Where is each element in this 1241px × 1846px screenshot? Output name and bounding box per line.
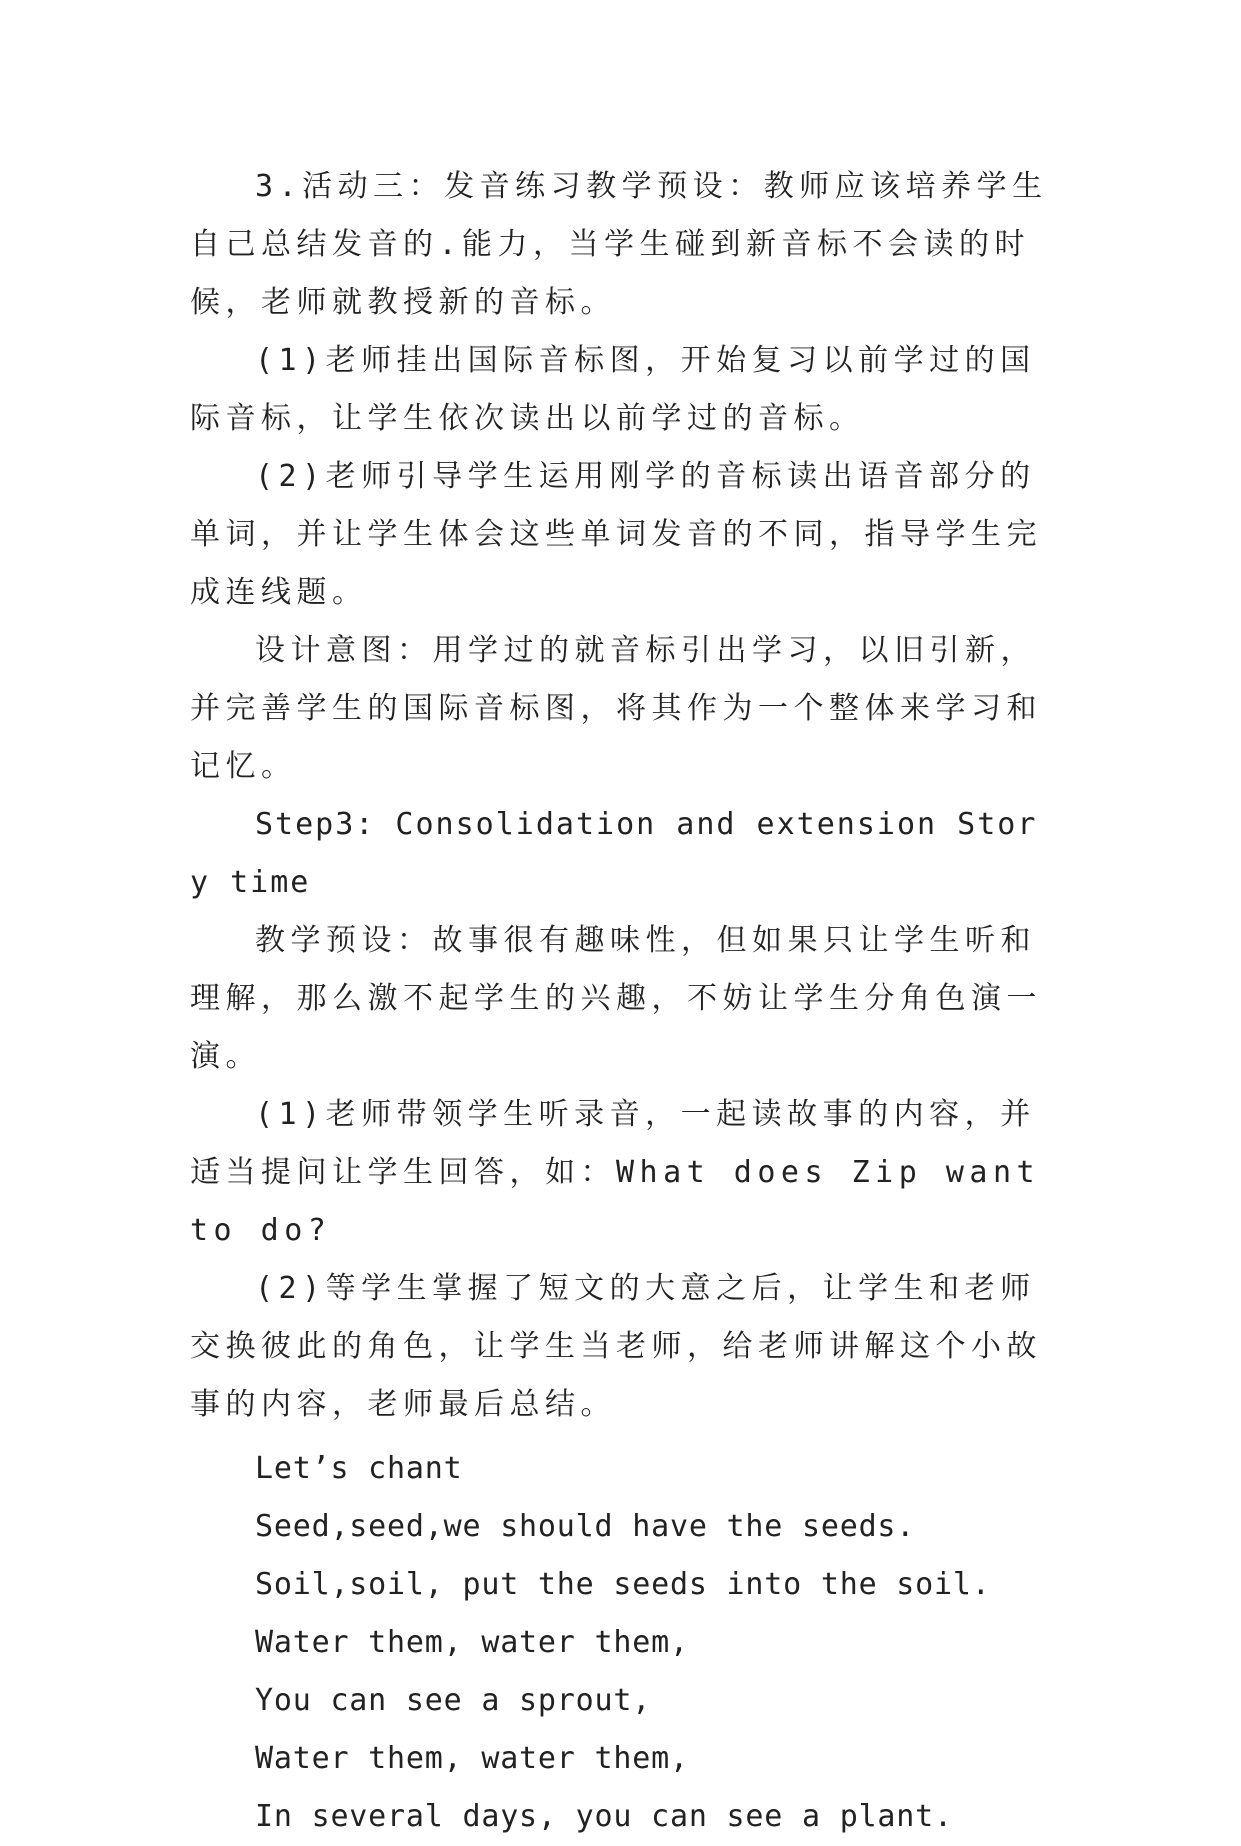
- chant-line: Seed,seed,we should have the seeds.: [255, 1509, 916, 1544]
- paragraph-story-step-2: (2)等学生掌握了短文的大意之后，让学生和老师交换彼此的角色，让学生当老师，给老师讲解这个小故事的内容，老师最后总结。: [190, 1271, 1042, 1422]
- paragraph-step-2: (2)老师引导学生运用刚学的音标读出语音部分的单词，并让学生体会这些单词发音的不同，指导学生完成连线题。: [190, 459, 1042, 610]
- paragraph-activity-three: 3.活动三：发音练习教学预设：教师应该培养学生自己总结发音的.能力，当学生碰到新音标不会读的时候，老师就教授新的音标。: [190, 169, 1048, 320]
- paragraph-story-step-1: (1)老师带领学生听录音，一起读故事的内容，并适当提问让学生回答，如：What does Zip want to do?: [190, 1097, 1041, 1248]
- chant-title: Let’s chant: [255, 1451, 463, 1486]
- chant-line: Water them, water them,: [255, 1741, 689, 1776]
- paragraph-design-intent: 设计意图：用学过的就音标引出学习，以旧引新，并完善学生的国际音标图，将其作为一个整体来学习和记忆。: [190, 633, 1042, 784]
- paragraph-teaching-preset: 教学预设：故事很有趣味性，但如果只让学生听和理解，那么激不起学生的兴趣，不妨让学生分角色演一演。: [190, 923, 1042, 1074]
- paragraph-step3-heading: Step3: Consolidation and extension Story time: [190, 807, 1038, 900]
- chant-line: You can see a sprout,: [255, 1683, 652, 1718]
- chant-block: [190, 1440, 1050, 1846]
- chant-line: Water them, water them,: [255, 1625, 689, 1660]
- paragraph-step-1: (1)老师挂出国际音标图，开始复习以前学过的国际音标，让学生依次读出以前学过的音标。: [190, 343, 1036, 436]
- document-body: [190, 158, 1050, 1846]
- chant-line: In several days, you can see a plant.: [255, 1799, 953, 1834]
- chant-line: Soil,soil, put the seeds into the soil.: [255, 1567, 991, 1602]
